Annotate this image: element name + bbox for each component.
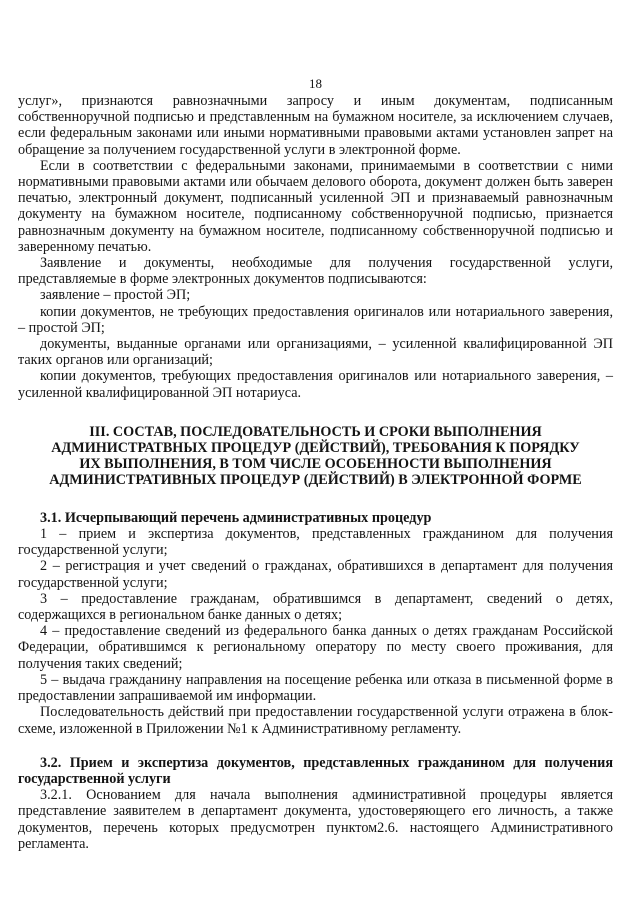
paragraph: 4 – предоставление сведений из федерального банка данных о детях гражданам Российской Федерации, обратившимся к региональному оператору по месту своего проживания, для получения таких сведений;	[18, 623, 613, 672]
paragraph: копии документов, требующих предоставления оригиналов или нотариального заверения, – усиленной квалифицированной ЭП нотариуса.	[18, 368, 613, 401]
spacer	[18, 737, 613, 755]
paragraph: заявление – простой ЭП;	[40, 287, 191, 304]
page-number: 18	[309, 76, 322, 91]
paragraph: копии документов, не требующих предоставления оригиналов или нотариального заверения, – простой ЭП;	[18, 303, 613, 336]
paragraph: 3 – предоставление гражданам, обратившимся в департамент, сведений о детях, содержащихся в региональном банке данных о детях;	[18, 590, 613, 624]
paragraph: 2 – регистрация и учет сведений о гражданах, обратившихся в департамент для получения государственной услуги;	[18, 558, 613, 591]
paragraph: 1 – прием и экспертиза документов, представленных гражданином для получения государственной услуги;	[18, 526, 613, 559]
paragraph: Если в соответствии с федеральными законами, принимаемыми в соответствии с ними нормативными правовыми актами или обычаем делового оборота, документ должен быть заверен печатью, электронный документ, подписанный усиленной ЭП и признаваемый равнозначным документу на бумажном носителе, подписанному собственноручной подписью, признается равнозначным документу на бумажном носителе, подписанному собственноручной подписью и заверенному печатью.	[18, 157, 613, 255]
paragraph: документы, выданные органами или организациями, – усиленной квалифицированной ЭП таких органов или организаций;	[18, 336, 613, 369]
paragraph: 3.2.1. Основанием для начала выполнения административной процедуры является представление заявителем в департамент документа, удостоверяющего его личность, а также документов, перечень которых предусмотрен пунктом2.6. настоящего Административного регламента.	[18, 787, 613, 852]
paragraph: Заявление и документы, необходимые для получения государственной услуги, представляемые в форме электронных документов подписываются:	[18, 255, 613, 288]
section-title: III. СОСТАВ, ПОСЛЕДОВАТЕЛЬНОСТЬ И СРОКИ ВЫПОЛНЕНИЯ АДМИНИСТРАТВНЫХ ПРОЦЕДУР (ДЕЙСТВИЙ), ТРЕБОВАНИЯ К ПОРЯДКУ ИХ ВЫПОЛНЕНИЯ, В ТОМ ЧИСЛЕ ОСОБЕННОСТИ ВЫПОЛНЕНИЯ АДМИНИСТРАТИВНЫХ ПРОЦЕДУР (ДЕЙСТВИЙ) В ЭЛЕКТРОННОЙ ФОРМЕ	[49, 423, 582, 488]
subsection-title: 3.1. Исчерпывающий перечень административных процедур	[40, 509, 432, 526]
paragraph: 5 – выдача гражданину направления на посещение ребенка или отказа в письменной форме в предоставлении запрашиваемой им информации.	[18, 671, 613, 705]
paragraph: услуг», признаются равнозначными запросу и иным документам, подписанным собственноручной подписью и представленным на бумажном носителе, за исключением случаев, если федеральным законами или иными нормативными правовыми актами установлен запрет на обращение за получением государственной услуги в электронной форме.	[18, 93, 613, 158]
subsection-title: 3.2. Прием и экспертиза документов, представленных гражданином для получения государственной услуги	[18, 754, 613, 787]
paragraph: Последовательность действий при предоставлении государственной услуги отражена в блок-схеме, изложенной в Приложении №1 к Административному регламенту.	[18, 704, 613, 737]
